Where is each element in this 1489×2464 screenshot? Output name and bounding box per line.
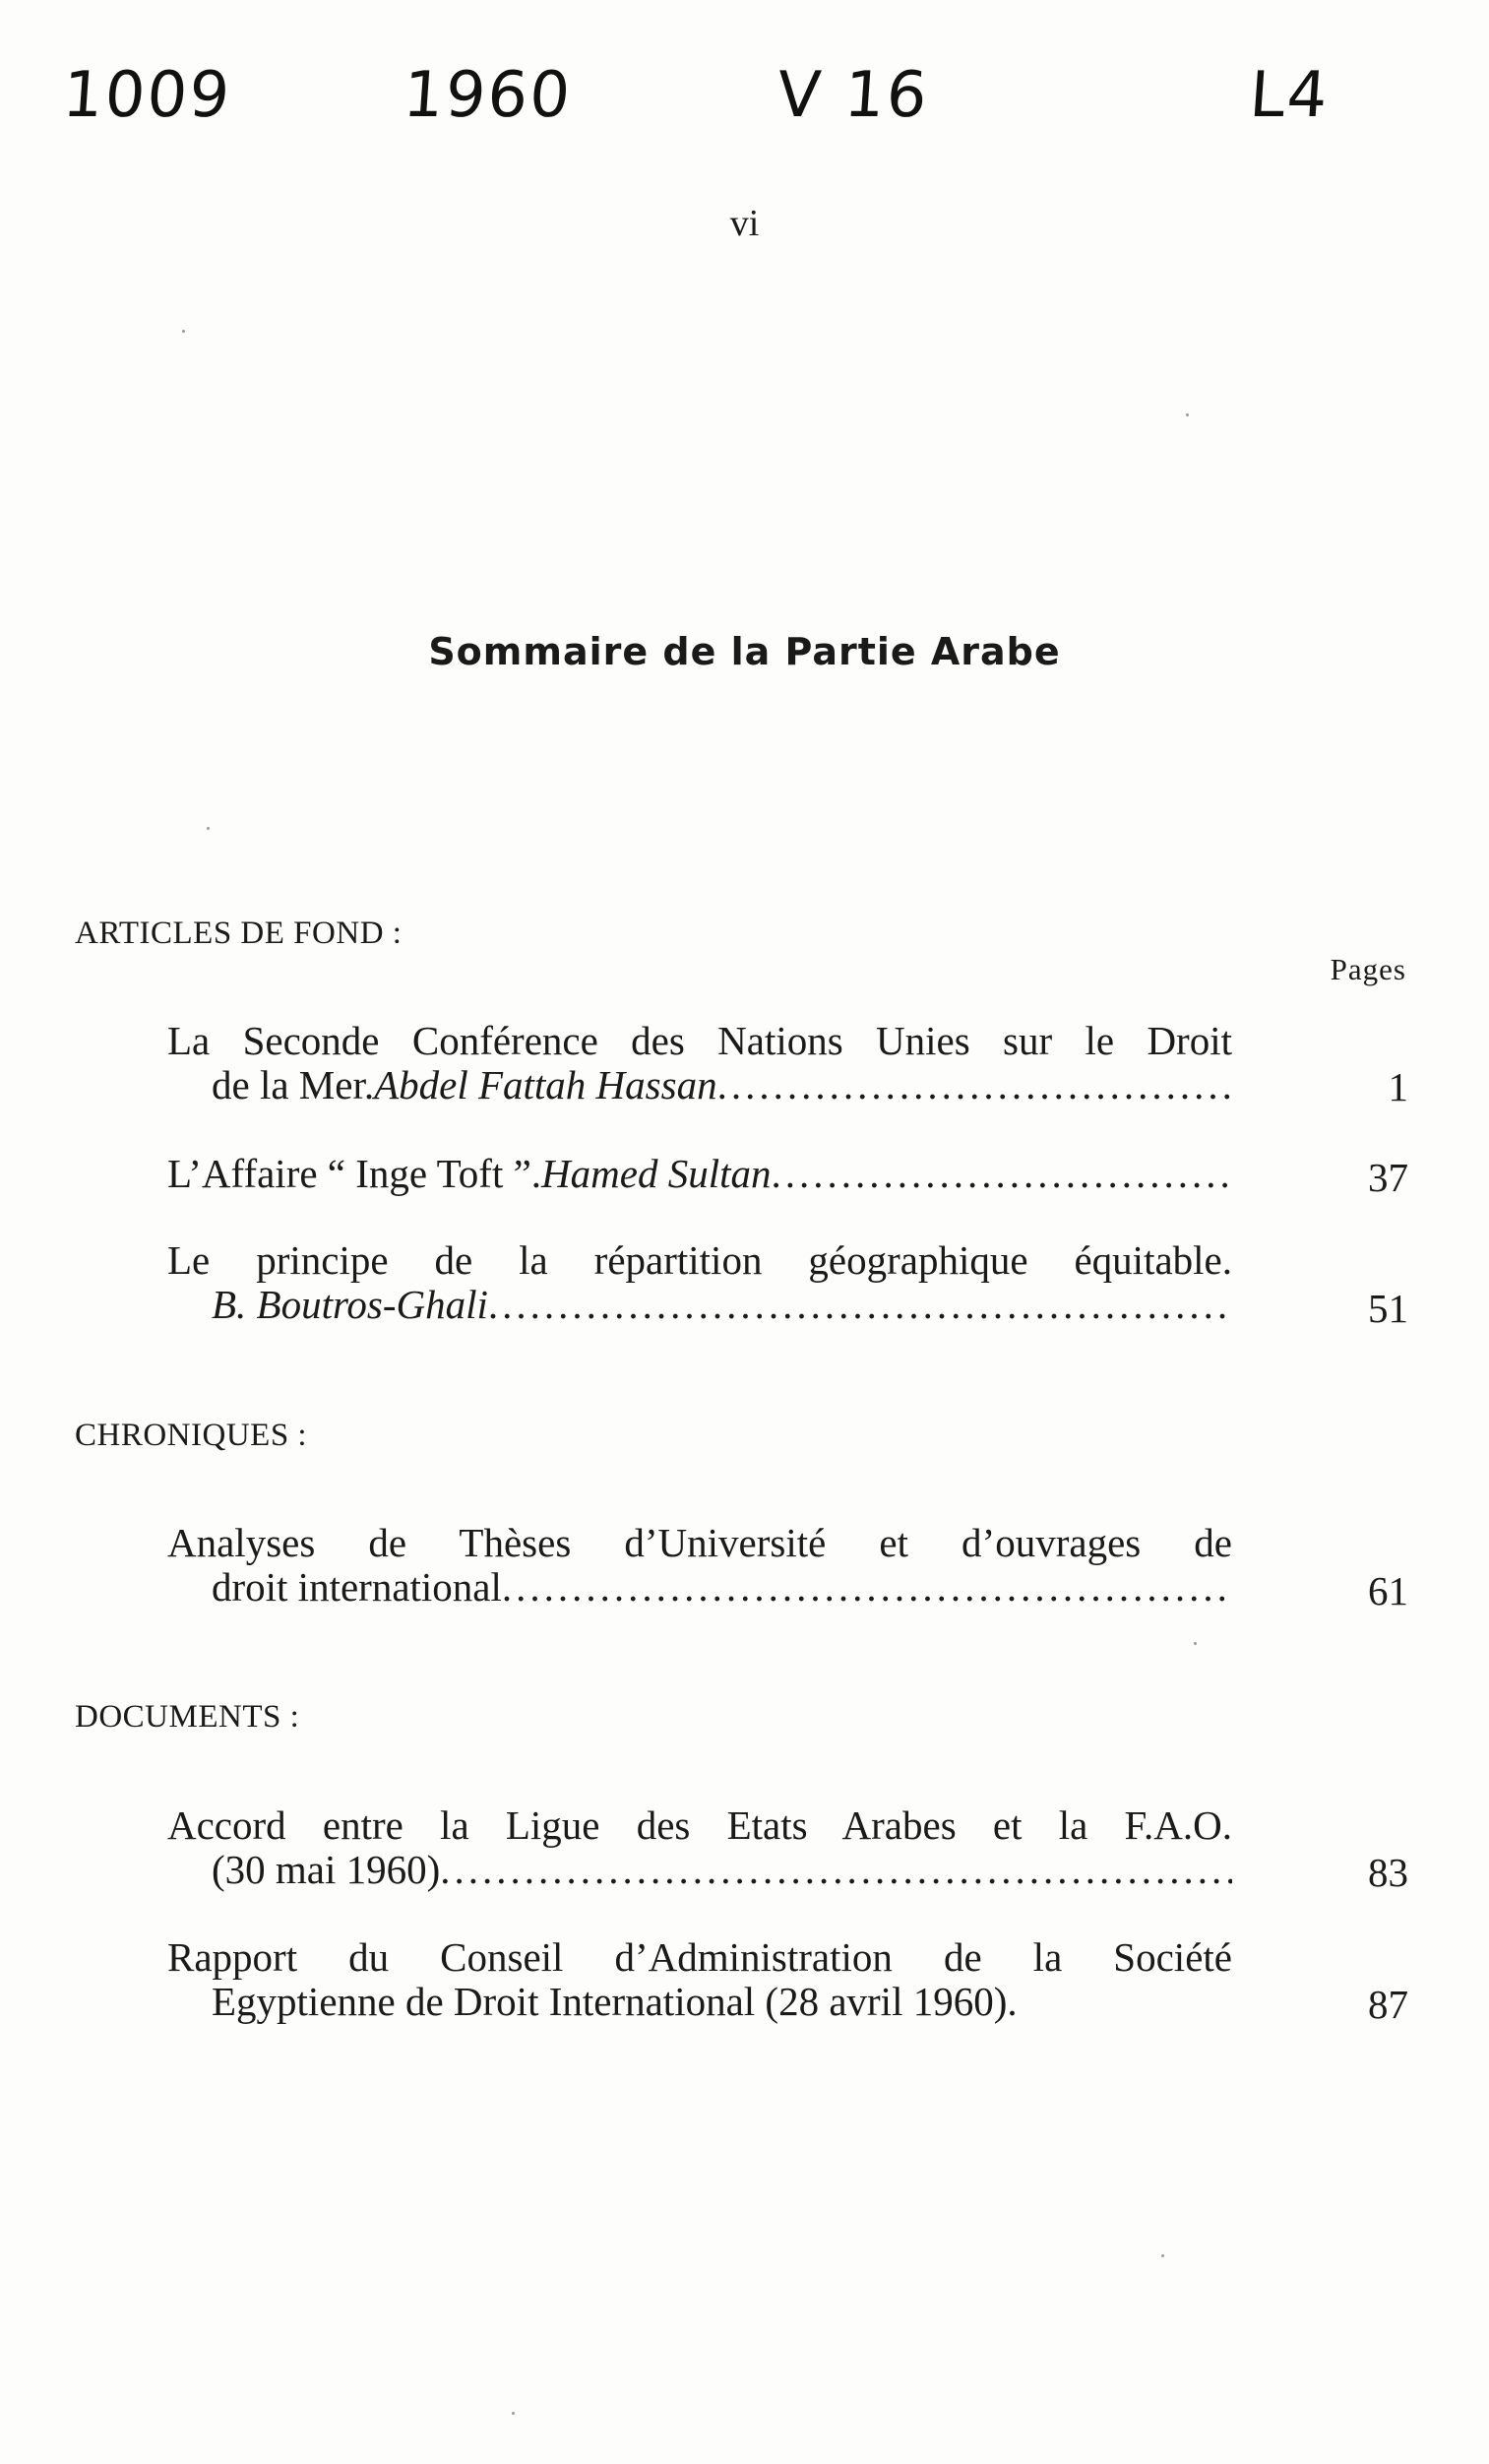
handwritten-annotation-1: 1009 xyxy=(60,59,234,132)
entry-text: (30 mai 1960) xyxy=(212,1847,441,1892)
toc-entry xyxy=(167,1803,1232,1892)
entry-line xyxy=(167,1152,1232,1196)
scan-speck xyxy=(182,330,185,333)
section-heading-documents: DOCUMENTS : xyxy=(75,1699,300,1735)
entry-page-number: 61 xyxy=(1368,1568,1408,1613)
entry-line xyxy=(167,1283,1232,1327)
scan-speck xyxy=(1186,413,1189,416)
entry-author: B. Boutros-Ghali xyxy=(212,1282,488,1327)
entry-line: Analyses de Thèses d’Université et d’ouvrages de xyxy=(167,1520,1232,1565)
toc-entry xyxy=(167,1019,1232,1107)
entry-text: de la Mer. xyxy=(212,1062,375,1107)
entry-page-number: 83 xyxy=(1368,1850,1408,1895)
entry-line: La Seconde Conférence des Nations Unies sur le Droit xyxy=(167,1018,1232,1063)
dot-leader xyxy=(440,1848,1232,1892)
section-heading-chroniques: CHRONIQUES : xyxy=(75,1418,308,1453)
toc-entry xyxy=(167,1935,1232,2024)
entry-page-number: 37 xyxy=(1368,1155,1408,1200)
entry-page-number: 51 xyxy=(1368,1286,1408,1331)
entry-line: Accord entre la Ligue des Etats Arabes et la F.A.O. xyxy=(167,1802,1232,1848)
entry-text: Egyptienne de Droit International (28 avril 1960). xyxy=(212,1979,1018,2024)
dot-leader xyxy=(717,1063,1232,1107)
scan-speck xyxy=(1194,1642,1197,1645)
entry-page-number: 87 xyxy=(1368,1982,1408,2027)
entry-text: droit international xyxy=(212,1564,502,1610)
entry-line xyxy=(167,1565,1232,1610)
page-number: vi xyxy=(729,203,760,244)
dot-leader xyxy=(771,1152,1232,1196)
toc-entry xyxy=(167,1238,1232,1327)
pages-column-header: Pages xyxy=(1330,952,1406,986)
handwritten-annotation-3: V 16 xyxy=(775,59,932,132)
page-title: Sommaire de la Partie Arabe xyxy=(428,630,1061,673)
scan-speck xyxy=(512,2412,515,2415)
entry-page-number: 1 xyxy=(1388,1064,1408,1109)
entry-line xyxy=(167,1063,1232,1107)
handwritten-annotation-2: 1960 xyxy=(401,59,575,132)
entry-text: L’Affaire “ Inge Toft ”. xyxy=(167,1151,542,1196)
dot-leader xyxy=(502,1565,1232,1610)
entry-author: Abdel Fattah Hassan xyxy=(374,1062,717,1107)
scan-speck xyxy=(1161,2254,1164,2257)
entry-line: Le principe de la répartition géographique équitable. xyxy=(167,1237,1232,1283)
entry-line xyxy=(167,1848,1232,1892)
toc-entry xyxy=(167,1521,1232,1610)
handwritten-annotation-4: L4 xyxy=(1247,59,1332,132)
toc-entry xyxy=(167,1152,1232,1196)
entry-line xyxy=(167,1980,1232,2024)
section-heading-articles: ARTICLES DE FOND : xyxy=(75,916,403,951)
dot-leader xyxy=(488,1283,1232,1327)
entry-author: Hamed Sultan xyxy=(541,1151,772,1196)
entry-line: Rapport du Conseil d’Administration de la Société xyxy=(167,1934,1232,1980)
scan-speck xyxy=(207,827,210,830)
